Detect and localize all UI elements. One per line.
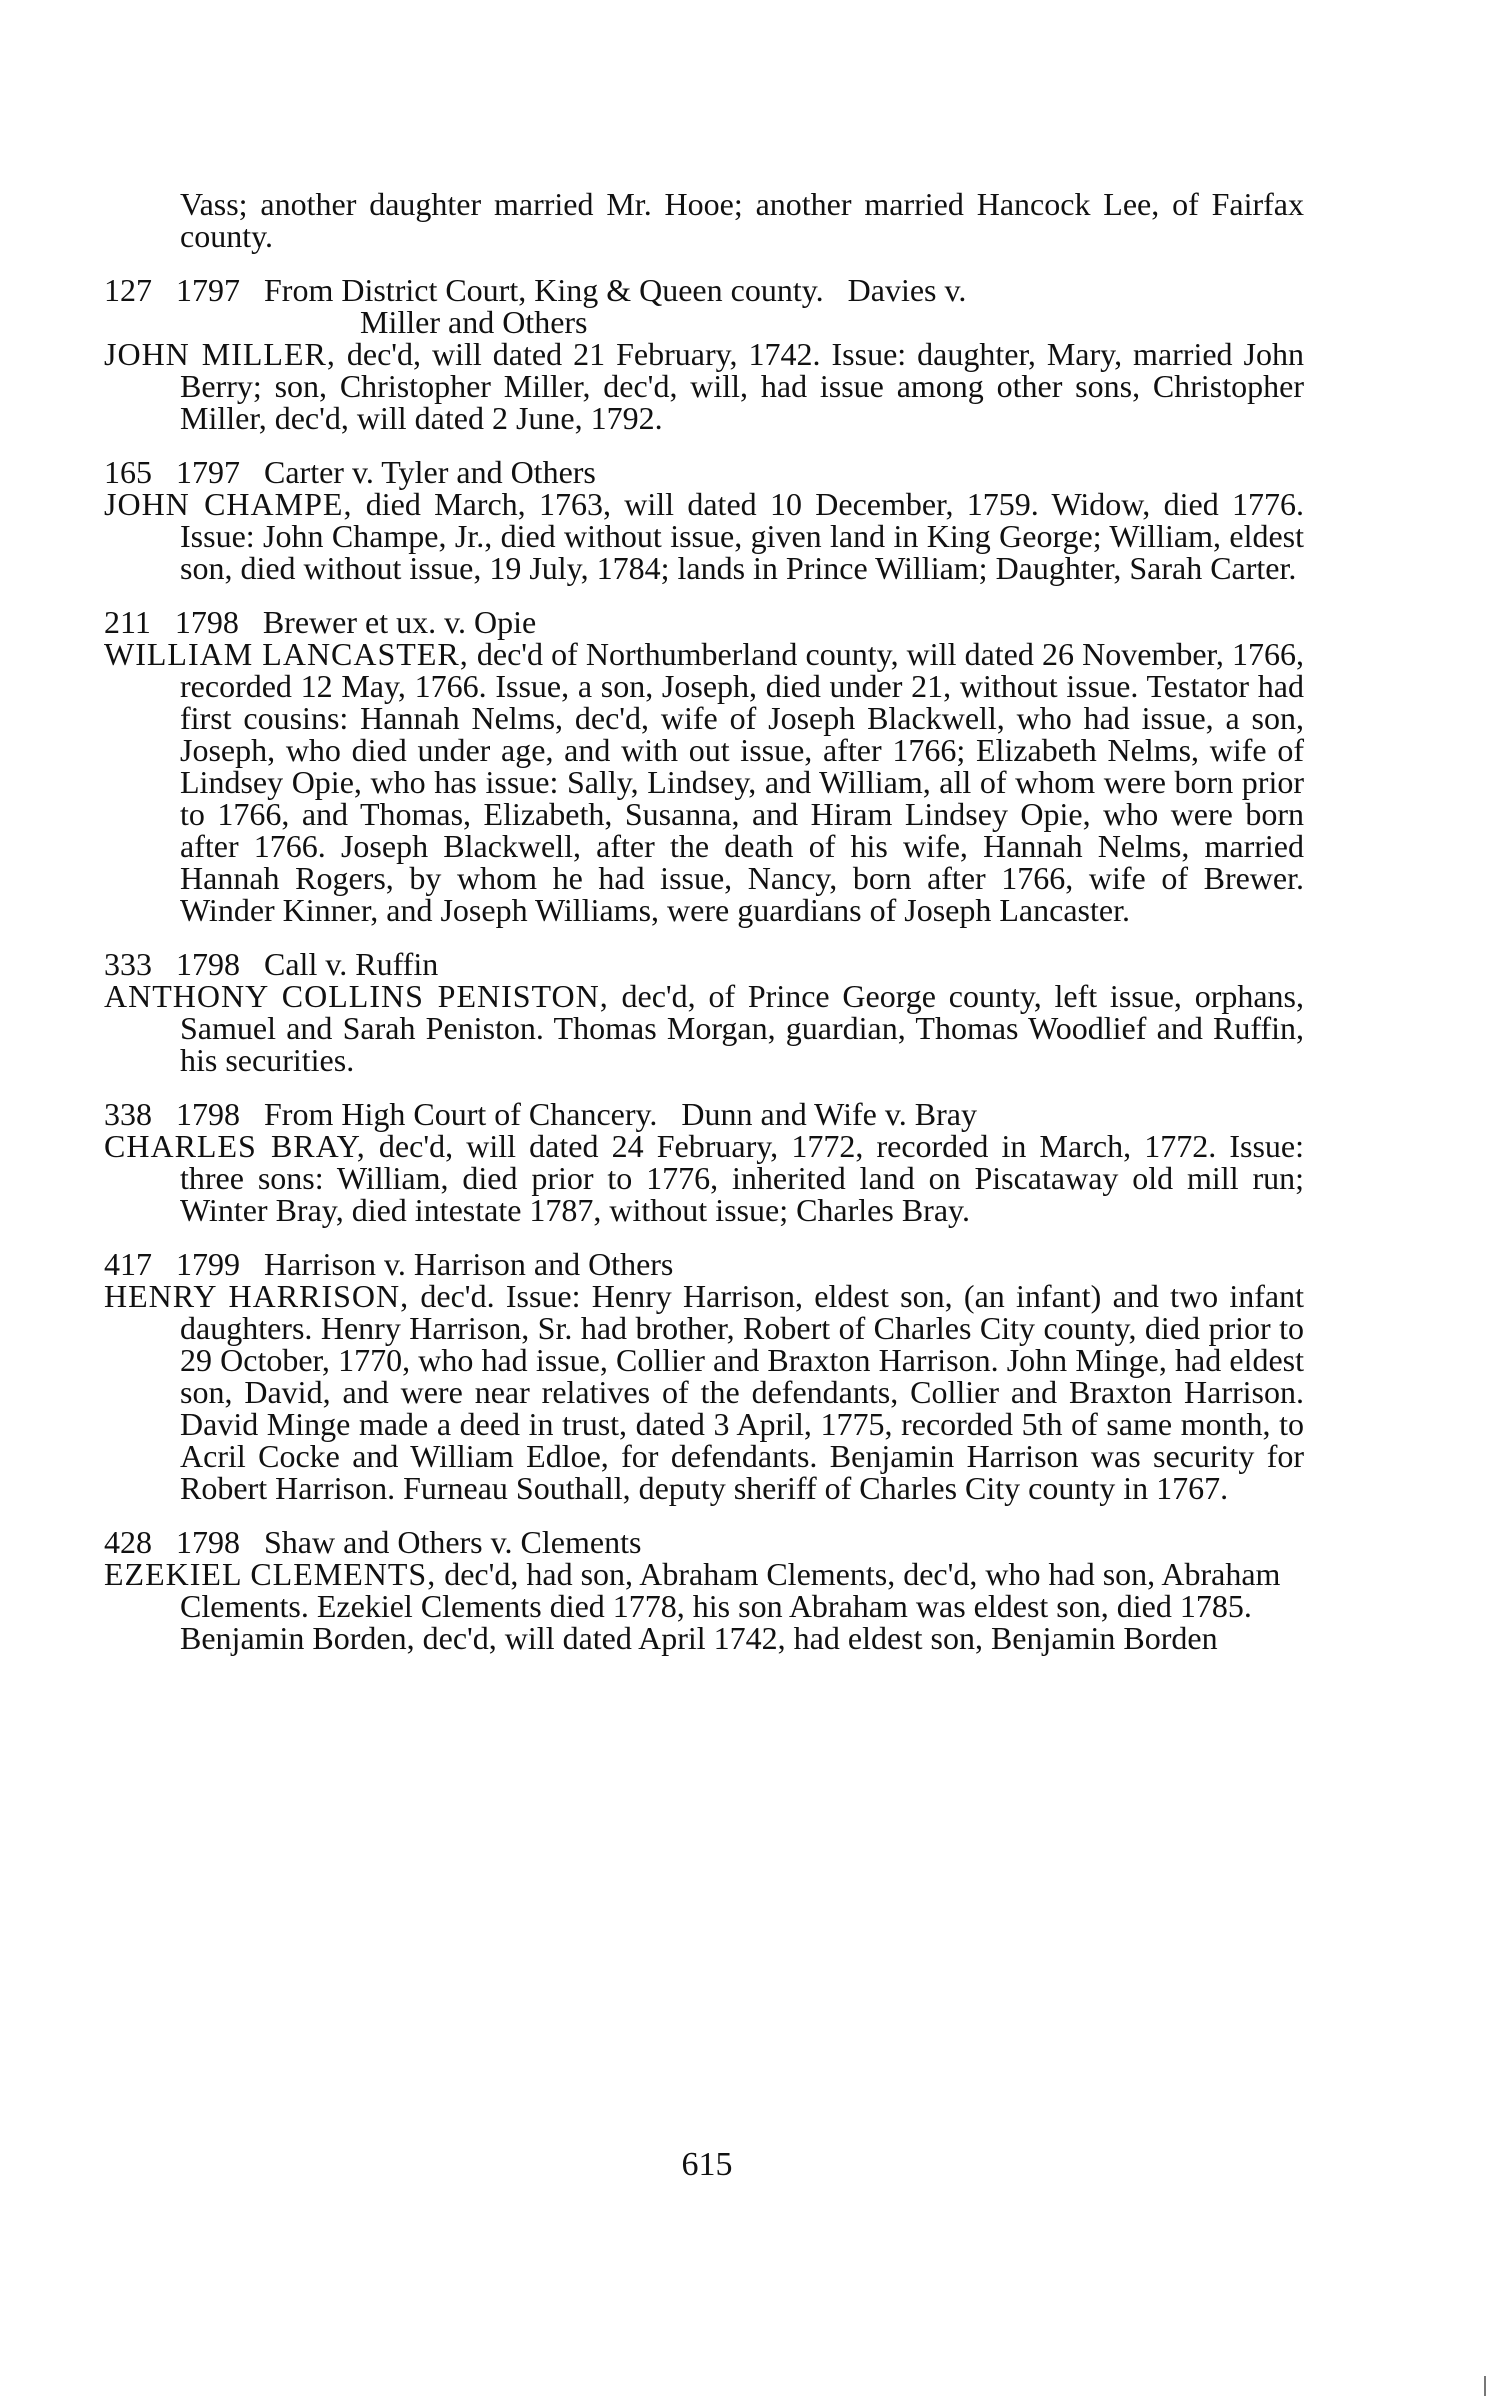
entry-body — [104, 1280, 1304, 1504]
entry-heading-text: 211 1798 Brewer et ux. v. Opie — [104, 604, 537, 640]
entry-body — [104, 1130, 1304, 1226]
subject-name: WILLIAM LANCASTER, — [104, 636, 469, 672]
entry-body — [104, 338, 1304, 434]
scan-edge-mark — [1484, 2376, 1486, 2396]
entry-127 — [104, 274, 1304, 434]
page-content — [104, 188, 1304, 1654]
entry-text: dec'd, of Prince George county, left issue, orphans, Samuel and Sarah Peniston. Thomas Morgan, guardian, Thomas Woodlief and Ruffin, his securities. — [180, 978, 1305, 1078]
entry-338 — [104, 1098, 1304, 1226]
intro-paragraph: Vass; another daughter married Mr. Hooe; another married Hancock Lee, of Fairfax county. — [180, 186, 1304, 254]
entry-body — [104, 980, 1304, 1076]
entry-body — [104, 1558, 1304, 1654]
subject-name: JOHN MILLER, — [104, 336, 336, 372]
entry-heading-text: 417 1799 Harrison v. Harrison and Others — [104, 1246, 674, 1282]
entry-text: dec'd of Northumberland county, will dated 26 November, 1766, recorded 12 May, 1766. Issue, a son, Joseph, died under 21, without issue. Testator had first cousins: Hannah Nelms, dec'd, wife of Joseph Blackwell, who had issue, a son, Joseph, who died under age, and with out issue, after 1766; Elizabeth Nelms, wife of Lindsey Opie, who has issue: Sally, Lindsey, and William, all of whom were born prior to 1766, and Thomas, Elizabeth, Susanna, and Hiram Lindsey Opie, who were born after 1766. Joseph Blackwell, after the death of his wife, Hannah Nelms, married Hannah Rogers, by whom he had issue, Nancy, born after 1766, wife of Brewer. Winder Kinner, and Joseph Williams, were guardians of Joseph Lancaster. — [180, 636, 1305, 928]
entry-heading-text: 333 1798 Call v. Ruffin — [104, 946, 439, 982]
entry-heading — [104, 948, 1304, 980]
entry-heading-text: 338 1798 From High Court of Chancery. Dunn and Wife v. Bray — [104, 1096, 977, 1132]
entry-text: dec'd, will dated 24 February, 1772, recorded in March, 1772. Issue: three sons: William, died prior to 1776, inherited land on Piscataway old mill run; Winter Bray, died intestate 1787, without issue; Charles Bray. — [180, 1128, 1304, 1228]
entry-heading — [104, 1248, 1304, 1280]
entry-333 — [104, 948, 1304, 1076]
entry-heading-text: 127 1797 From District Court, King & Queen county. Davies v. — [104, 272, 967, 308]
entry-heading — [104, 1098, 1304, 1130]
entry-heading-continuation: Miller and Others — [360, 304, 588, 340]
entry-heading — [104, 1526, 1304, 1558]
entry-428 — [104, 1526, 1304, 1654]
subject-name: ANTHONY COLLINS PENISTON, — [104, 978, 609, 1014]
subject-name: HENRY HARRISON, — [104, 1278, 410, 1314]
page-number — [0, 2146, 1504, 2184]
entry-heading — [104, 456, 1304, 488]
entry-text: dec'd. Issue: Henry Harrison, eldest son, (an infant) and two infant daughters. Henry Harrison, Sr. had brother, Robert of Charles City county, died prior to 29 October, 1770, who had issue, Collier and Braxton Harrison. John Minge, had eldest son, David, and were near relatives of the defendants, Collier and Braxton Harrison. David Minge made a deed in trust, dated 3 April, 1775, recorded 5th of same month, to Acril Cocke and William Edloe, for defendants. Benjamin Harrison was security for Robert Harrison. Furneau Southall, deputy sheriff of Charles City county in 1767. — [180, 1278, 1305, 1506]
entry-heading — [104, 274, 1304, 306]
subject-name: CHARLES BRAY, — [104, 1128, 366, 1164]
entry-165 — [104, 456, 1304, 584]
subject-name: EZEKIEL CLEMENTS, — [104, 1556, 437, 1592]
entry-text: dec'd, will dated 21 February, 1742. Issue: daughter, Mary, married John Berry; son, Christopher Miller, dec'd, will, had issue among other sons, Christopher Miller, dec'd, will dated 2 June, 1792. — [180, 336, 1305, 436]
entry-417 — [104, 1248, 1304, 1504]
entry-heading — [104, 606, 1304, 638]
subject-name: JOHN CHAMPE, — [104, 486, 353, 522]
entry-heading-text: 165 1797 Carter v. Tyler and Others — [104, 454, 596, 490]
entry-text: died March, 1763, will dated 10 December, 1759. Widow, died 1776. Issue: John Champe, Jr., died without issue, given land in King George; William, eldest son, died without issue, 19 July, 1784; lands in Prince William; Daughter, Sarah Carter. — [180, 486, 1305, 586]
entry-211 — [104, 606, 1304, 926]
entry-text: dec'd, had son, Abraham Clements, dec'd, who had son, Abraham Clements. Ezekiel Clements died 1778, his son Abraham was eldest son, died 1785. Benjamin Borden, dec'd, will dated April 1742, had eldest son, Benjamin Borden — [180, 1556, 1281, 1656]
entry-heading-text: 428 1798 Shaw and Others v. Clements — [104, 1524, 642, 1560]
entry-body — [104, 488, 1304, 584]
page-number-text: 615 — [681, 2146, 733, 2183]
entry-body — [104, 638, 1304, 926]
